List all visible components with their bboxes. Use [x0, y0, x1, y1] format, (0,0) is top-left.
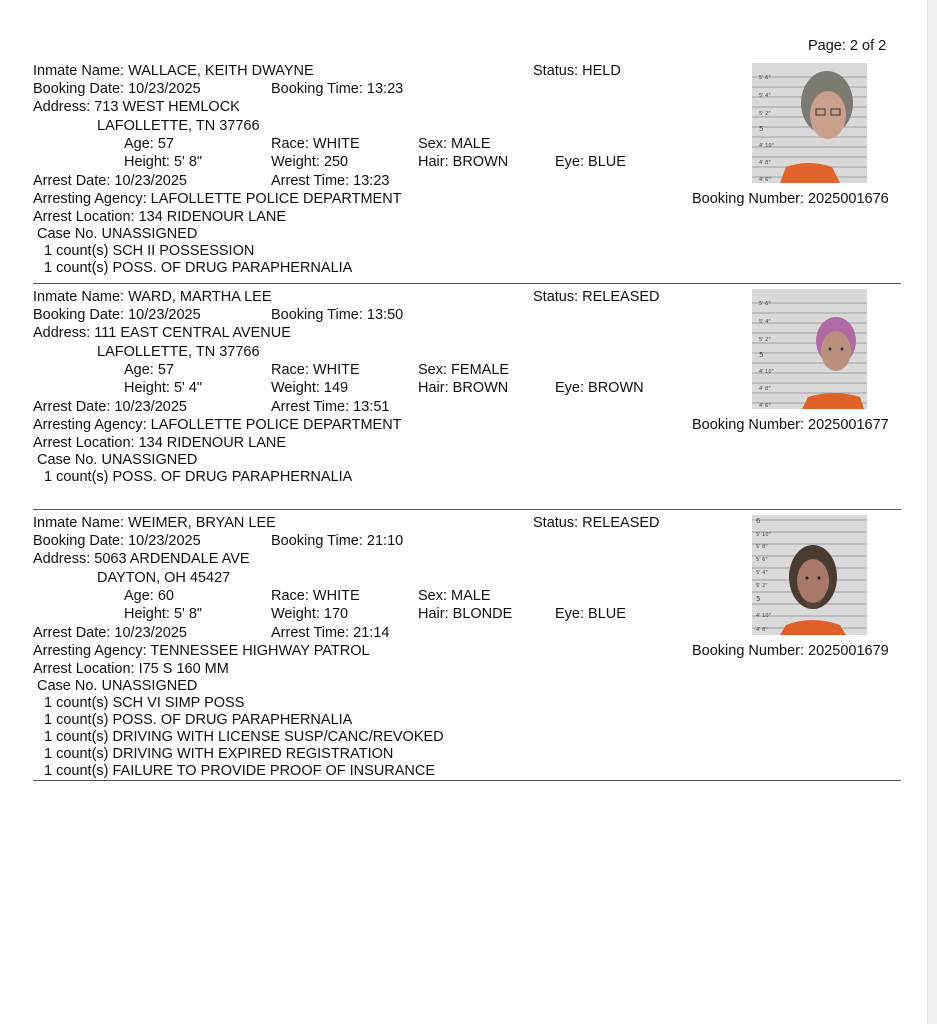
charge: 1 count(s) POSS. OF DRUG PARAPHERNALIA — [44, 712, 353, 728]
charge: 1 count(s) POSS. OF DRUG PARAPHERNALIA — [44, 469, 353, 485]
age: Age: 57 — [124, 136, 174, 152]
hair: Hair: BLONDE — [418, 606, 513, 622]
booking-time: Booking Time: 21:10 — [271, 533, 404, 549]
ruler-label: 4' 10" — [756, 613, 771, 619]
ruler-label: 4' 6" — [759, 403, 771, 409]
inmate-name: Inmate Name: WEIMER, BRYAN LEE — [33, 515, 276, 531]
ruler-label: 4' 10" — [759, 143, 774, 149]
case-number: Case No. UNASSIGNED — [37, 226, 198, 242]
age: Age: 60 — [124, 588, 174, 604]
ruler-label: 4' 8" — [759, 386, 771, 392]
ruler-label: 4' 6" — [759, 177, 771, 183]
height: Height: 5' 8" — [124, 154, 203, 170]
booking-date: Booking Date: 10/23/2025 — [33, 81, 201, 97]
address-line-1: Address: 5063 ARDENDALE AVE — [33, 551, 250, 567]
status: Status: RELEASED — [533, 289, 660, 305]
eye: Eye: BLUE — [555, 606, 626, 622]
ruler-label: 6 — [756, 517, 761, 525]
ruler-label: 4' 8" — [759, 160, 771, 166]
race: Race: WHITE — [271, 362, 360, 378]
charge: 1 count(s) SCH II POSSESSION — [44, 243, 255, 259]
status: Status: HELD — [533, 63, 621, 79]
status: Status: RELEASED — [533, 515, 660, 531]
arrest-date: Arrest Date: 10/23/2025 — [33, 399, 187, 415]
address-line-1: Address: 713 WEST HEMLOCK — [33, 99, 240, 115]
arrest-location: Arrest Location: I75 S 160 MM — [33, 661, 229, 677]
arresting-agency: Arresting Agency: TENNESSEE HIGHWAY PATROL — [33, 643, 370, 659]
page-number: Page: 2 of 2 — [808, 38, 887, 54]
address-line-2: LAFOLLETTE, TN 37766 — [97, 118, 260, 134]
sex: Sex: MALE — [418, 588, 491, 604]
arrest-location: Arrest Location: 134 RIDENOUR LANE — [33, 209, 287, 225]
charge: 1 count(s) DRIVING WITH EXPIRED REGISTRATION — [44, 746, 394, 762]
age: Age: 57 — [124, 362, 174, 378]
record-divider — [33, 509, 901, 510]
address-line-2: LAFOLLETTE, TN 37766 — [97, 344, 260, 360]
arrest-location: Arrest Location: 134 RIDENOUR LANE — [33, 435, 287, 451]
ruler-label: 5' 10" — [756, 532, 771, 538]
booking-time: Booking Time: 13:50 — [271, 307, 404, 323]
booking-time: Booking Time: 13:23 — [271, 81, 404, 97]
address-line-2: DAYTON, OH 45427 — [97, 570, 231, 586]
weight: Weight: 250 — [271, 154, 349, 170]
inmate-record — [0, 63, 937, 293]
ruler-label: 5' 4" — [759, 93, 771, 99]
arrest-time: Arrest Time: 21:14 — [271, 625, 390, 641]
ruler-label: 5' 4" — [759, 319, 771, 325]
race: Race: WHITE — [271, 588, 360, 604]
mugshot-photo — [752, 63, 867, 183]
record-divider — [33, 780, 901, 781]
ruler-label: 5' 4" — [756, 570, 768, 576]
arresting-agency: Arresting Agency: LAFOLLETTE POLICE DEPARTMENT — [33, 417, 402, 433]
mugshot-photo — [752, 515, 867, 635]
inmate-record — [0, 515, 937, 779]
mugshot-photo — [752, 289, 867, 409]
record-divider — [33, 283, 901, 284]
eye: Eye: BROWN — [555, 380, 644, 396]
ruler-label: 5 — [759, 125, 764, 133]
ruler-label: 5' 6" — [759, 75, 771, 81]
eye: Eye: BLUE — [555, 154, 626, 170]
ruler-label: 5' 6" — [759, 301, 771, 307]
hair: Hair: BROWN — [418, 154, 509, 170]
ruler-label: 5' 2" — [759, 337, 771, 343]
booking-number: Booking Number: 2025001676 — [692, 191, 889, 207]
case-number: Case No. UNASSIGNED — [37, 678, 198, 694]
weight: Weight: 149 — [271, 380, 349, 396]
height: Height: 5' 4" — [124, 380, 203, 396]
arrest-date: Arrest Date: 10/23/2025 — [33, 625, 187, 641]
booking-date: Booking Date: 10/23/2025 — [33, 307, 201, 323]
inmate-name: Inmate Name: WARD, MARTHA LEE — [33, 289, 272, 305]
arrest-time: Arrest Time: 13:51 — [271, 399, 390, 415]
sex: Sex: MALE — [418, 136, 491, 152]
booking-number: Booking Number: 2025001677 — [692, 417, 889, 433]
height: Height: 5' 8" — [124, 606, 203, 622]
ruler-label: 5 — [759, 351, 764, 359]
charge: 1 count(s) DRIVING WITH LICENSE SUSP/CANC/REVOKED — [44, 729, 444, 745]
arresting-agency: Arresting Agency: LAFOLLETTE POLICE DEPARTMENT — [33, 191, 402, 207]
arrest-time: Arrest Time: 13:23 — [271, 173, 390, 189]
booking-date: Booking Date: 10/23/2025 — [33, 533, 201, 549]
inmate-record — [0, 289, 937, 519]
charge: 1 count(s) SCH VI SIMP POSS — [44, 695, 245, 711]
ruler-label: 5' 2" — [759, 111, 771, 117]
ruler-label: 5' 2" — [756, 583, 768, 589]
ruler-label: 4' 10" — [759, 369, 774, 375]
sex: Sex: FEMALE — [418, 362, 510, 378]
hair: Hair: BROWN — [418, 380, 509, 396]
address-line-1: Address: 111 EAST CENTRAL AVENUE — [33, 325, 291, 341]
ruler-label: 4' 8" — [756, 627, 768, 633]
charge: 1 count(s) FAILURE TO PROVIDE PROOF OF INSURANCE — [44, 763, 436, 779]
charge: 1 count(s) POSS. OF DRUG PARAPHERNALIA — [44, 260, 353, 276]
booking-number: Booking Number: 2025001679 — [692, 643, 889, 659]
race: Race: WHITE — [271, 136, 360, 152]
ruler-label: 5' 8" — [756, 544, 768, 550]
arrest-date: Arrest Date: 10/23/2025 — [33, 173, 187, 189]
inmate-name: Inmate Name: WALLACE, KEITH DWAYNE — [33, 63, 314, 79]
ruler-label: 5' 6" — [756, 557, 768, 563]
weight: Weight: 170 — [271, 606, 349, 622]
case-number: Case No. UNASSIGNED — [37, 452, 198, 468]
ruler-label: 5 — [756, 595, 761, 603]
